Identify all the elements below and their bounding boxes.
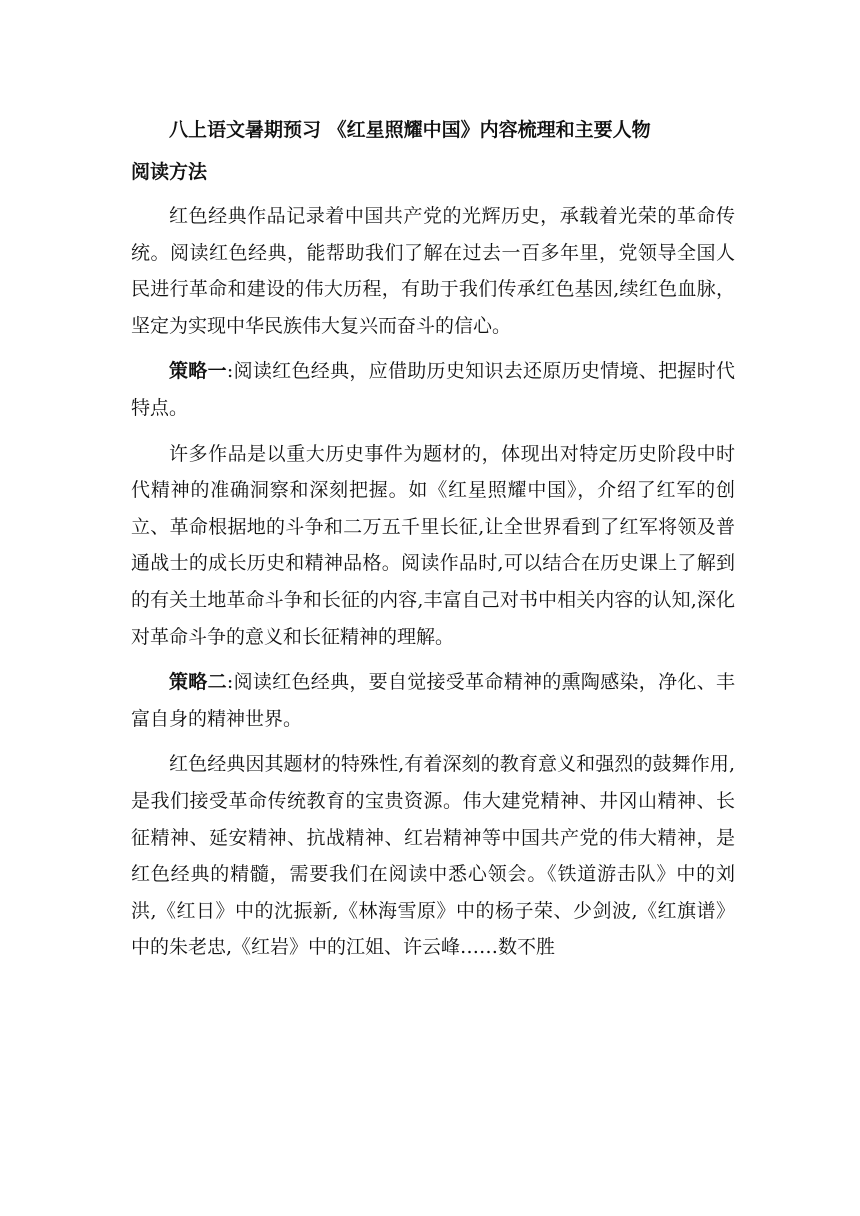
paragraph-intro — [131, 198, 735, 344]
paragraph-revolutionary-spirit — [131, 746, 735, 966]
strategy-two-label: 策略二 — [169, 671, 227, 694]
paragraph-text: :阅读红色经典，应借助历史知识去还原历史情境、把握时代特点。 — [131, 360, 735, 419]
paragraph-text: 许多作品是以重大历史事件为题材的，体现出对特定历史阶段中时代精神的准确洞察和深刻把握。如《红星照耀中国》，介绍了红军的创立、革命根据地的斗争和二万五千里长征,让全世界看到了红军将领及普通战士的成长历史和精神品格。阅读作品时,可以结合在历史课上了解到的有关土地革命斗争和长征的内容,丰富自己对书中相关内容的认知,深化对革命斗争的意义和长征精神的理解。 — [131, 442, 735, 648]
paragraph-strategy-two — [131, 664, 735, 737]
paragraph-text: :阅读红色经典，要自觉接受革命精神的熏陶感染，净化、丰富自身的精神世界。 — [131, 671, 735, 730]
document-title: 八上语文暑期预习 《红星照耀中国》内容梳理和主要人物 — [169, 119, 651, 141]
paragraph-text: 红色经典作品记录着中国共产党的光辉历史，承载着光荣的革命传统。阅读红色经典，能帮助我们了解在过去一百多年里，党领导全国人民进行革命和建设的伟大历程，有助于我们传承红色基因,续红色血脉，坚定为实现中华民族伟大复兴而奋斗的信心。 — [131, 205, 735, 337]
document-page — [131, 110, 735, 975]
paragraph-strategy-one — [131, 353, 735, 426]
paragraph-text: 红色经典因其题材的特殊性,有着深刻的教育意义和强烈的鼓舞作用,是我们接受革命传统教育的宝贵资源。伟大建党精神、井冈山精神、长征精神、延安精神、抗战精神、红岩精神等中国共产党的伟大精神，是红色经典的精髓，需要我们在阅读中悉心领会。《铁道游击队》中的刘洪,《红日》中的沈振新,《林海雪原》中的杨子荣、少剑波,《红旗谱》中的朱老忠,《红岩》中的江姐、许云峰……数不胜 — [131, 753, 735, 959]
paragraph-history-context — [131, 436, 735, 656]
section-heading-reading-method: 阅读方法 — [131, 161, 208, 183]
strategy-one-label: 策略一 — [169, 360, 227, 383]
